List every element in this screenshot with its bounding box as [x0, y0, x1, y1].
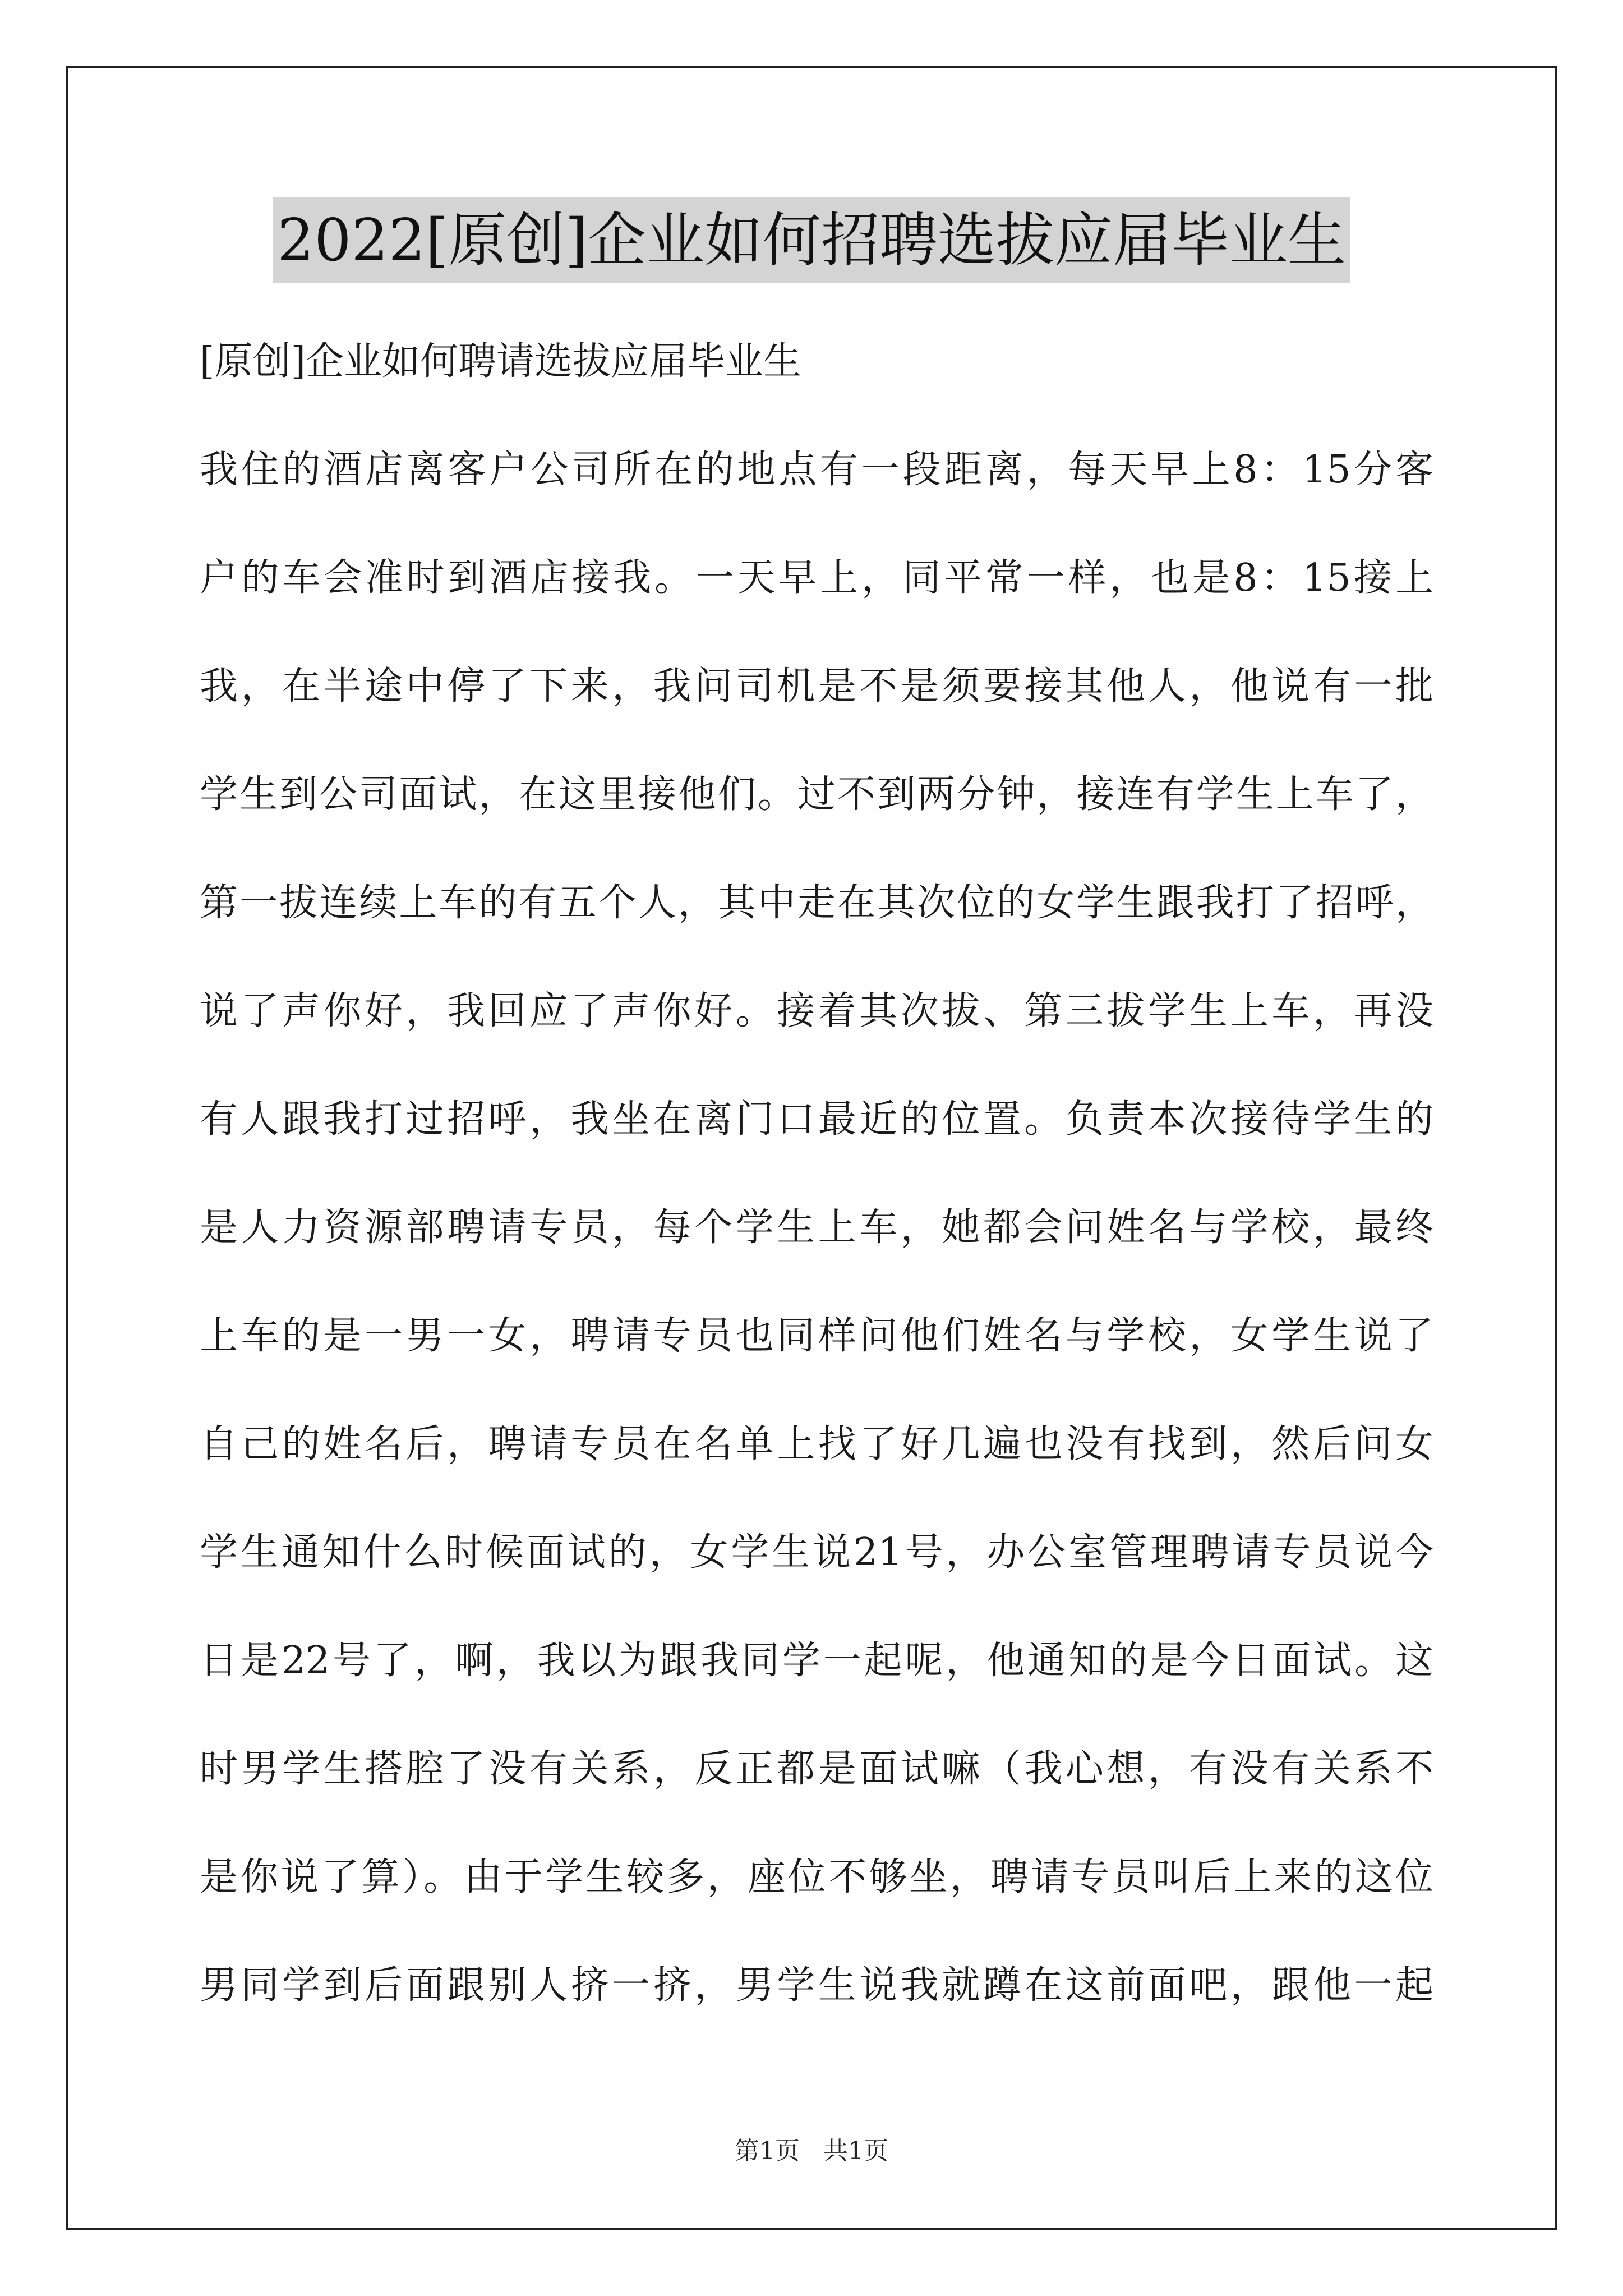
document-title: 2022[原创]企业如何招聘选拔应届毕业生 [273, 197, 1350, 283]
subtitle-line: [原创]企业如何聘请选拔应届毕业生 [200, 339, 802, 384]
paragraph-line: 是你说了算）。由于学生较多，座位不够坐，聘请专员叫后上来的这位 [200, 1855, 1433, 1899]
paragraph-line: 户的车会准时到酒店接我。一天早上，同平常一样，也是8：15接上 [200, 556, 1433, 600]
title-container [0, 197, 1623, 283]
paragraph-line: 时男学生搭腔了没有关系，反正都是面试嘛（我心想，有没有关系不 [200, 1747, 1433, 1791]
paragraph-line: 学生通知什么时候面试的，女学生说21号，办公室管理聘请专员说今 [200, 1530, 1433, 1575]
paragraph-line: 我住的酒店离客户公司所在的地点有一段距离，每天早上8：15分客 [200, 448, 1433, 492]
page-number-footer: 第1页 共1页 [735, 2137, 888, 2165]
paragraph-line: 学生到公司面试，在这里接他们。过不到两分钟，接连有学生上车了， [200, 772, 1433, 817]
paragraph-line: 上车的是一男一女，聘请专员也同样问他们姓名与学校，女学生说了 [200, 1314, 1433, 1358]
paragraph-line: 说了声你好，我回应了声你好。接着其次拔、第三拔学生上车，再没 [200, 989, 1433, 1033]
paragraph-line: 是人力资源部聘请专员，每个学生上车，她都会问姓名与学校，最终 [200, 1205, 1433, 1250]
paragraph-line: 男同学到后面跟别人挤一挤，男学生说我就蹲在这前面吧，跟他一起 [200, 1963, 1433, 2008]
paragraph-line: 我，在半途中停了下来，我问司机是不是须要接其他人，他说有一批 [200, 664, 1433, 708]
paragraph-line: 日是22号了，啊，我以为跟我同学一起呢，他通知的是今日面试。这 [200, 1639, 1433, 1683]
document-body [200, 307, 1433, 2040]
paragraph-line: 有人跟我打过招呼，我坐在离门口最近的位置。负责本次接待学生的 [200, 1097, 1433, 1142]
paragraph-line: 自己的姓名后，聘请专员在名单上找了好几遍也没有找到，然后问女 [200, 1422, 1433, 1466]
paragraph-line: 第一拔连续上车的有五个人，其中走在其次位的女学生跟我打了招呼， [200, 881, 1433, 925]
